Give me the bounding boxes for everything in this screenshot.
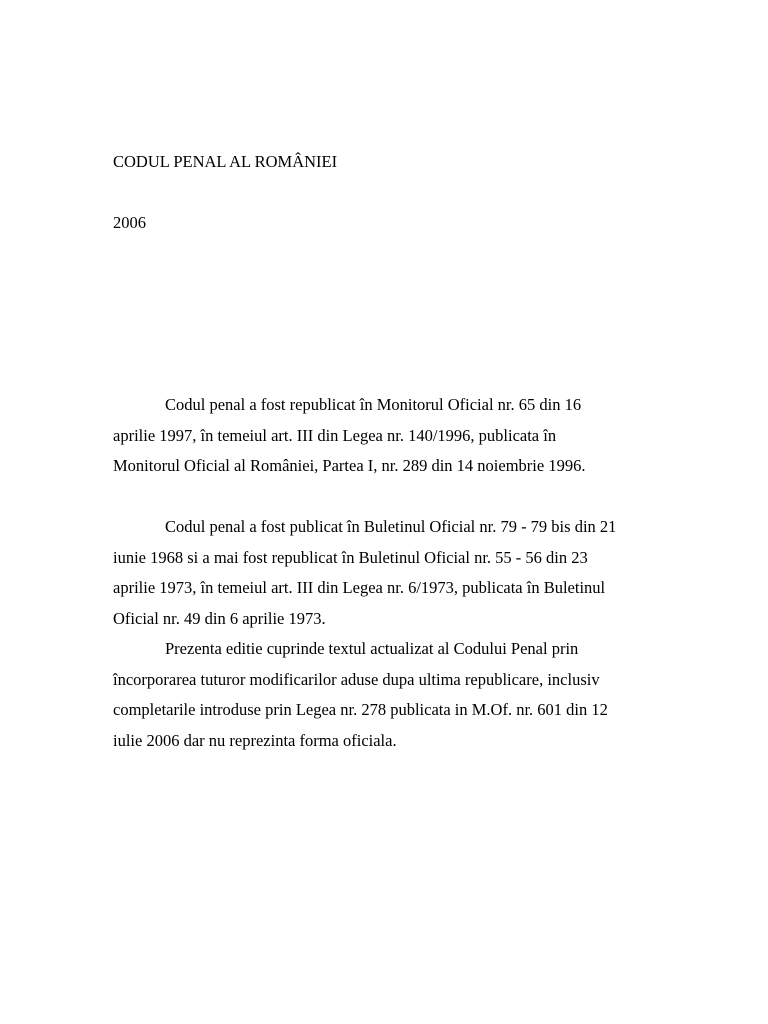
paragraph-line: Prezenta editie cuprinde textul actualizat al Codului Penal prin <box>165 639 579 658</box>
paragraph-line: completarile introduse prin Legea nr. 278 publicata in M.Of. nr. 601 din 12 <box>113 700 608 719</box>
paragraph-line: Monitorul Oficial al României, Partea I, nr. 289 din 14 noiembrie 1996. <box>113 456 586 475</box>
paragraph-line: aprilie 1997, în temeiul art. III din Legea nr. 140/1996, publicata în <box>113 425 557 445</box>
paragraph-line: Codul penal a fost publicat în Buletinul Oficial nr. 79 - 79 bis din 21 <box>165 517 617 536</box>
document-year: 2006 <box>113 213 146 232</box>
paragraph-line: încorporarea tuturor modificarilor aduse dupa ultima republicare, inclusiv <box>113 669 600 689</box>
paragraph-line: Codul penal a fost republicat în Monitorul Oficial nr. 65 din 16 <box>165 395 582 414</box>
paragraph-line: aprilie 1973, în temeiul art. III din Legea nr. 6/1973, publicata în Buletinul <box>113 578 606 597</box>
paragraph-line: iunie 1968 si a mai fost republicat în Buletinul Oficial nr. 55 - 56 din 23 <box>113 547 588 567</box>
paragraph-line: iulie 2006 dar nu reprezinta forma oficiala. <box>113 730 397 750</box>
paragraph-original-publication <box>113 512 653 634</box>
paragraph-republication <box>113 390 653 482</box>
paragraph-line: Oficial nr. 49 din 6 aprilie 1973. <box>113 608 326 628</box>
document-title: CODUL PENAL AL ROMÂNIEI <box>113 152 338 171</box>
paragraph-edition-note <box>113 634 653 756</box>
